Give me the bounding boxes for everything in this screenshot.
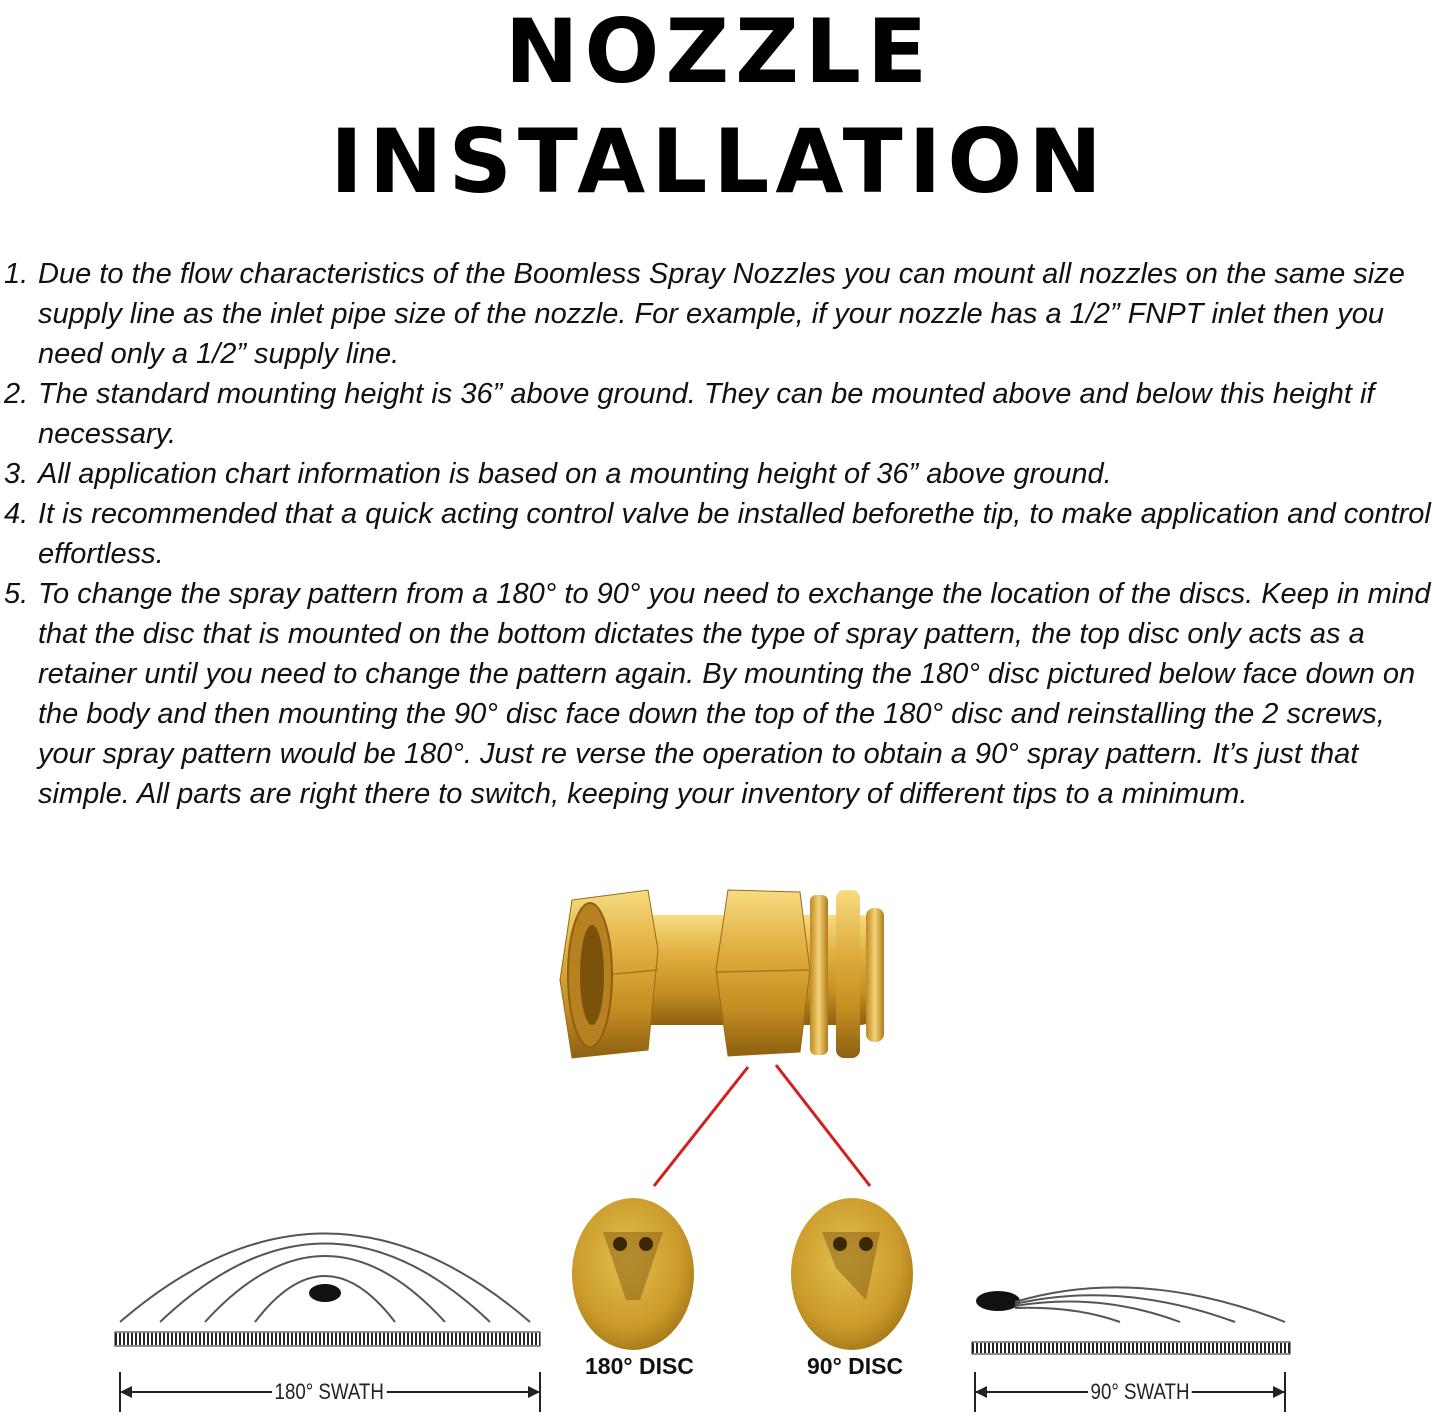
step-text: Due to the flow characteristics of the Boomless Spray Nozzles you can mount all nozzles on the same size supply line as the inlet pipe size of the nozzle. For example, if your nozzle has a 1/2” FNPT inlet then you need only a 1/2” supply line. xyxy=(38,258,1405,370)
page-title-line-2: INSTALLATION xyxy=(330,110,1108,213)
connector-line-right xyxy=(776,1065,870,1186)
step-item xyxy=(0,574,1436,814)
swath-180-label: 180° SWATH xyxy=(272,1379,386,1405)
step-item xyxy=(0,254,1436,374)
step-text: It is recommended that a quick acting control valve be installed beforethe tip, to make application and control effortless. xyxy=(38,498,1431,570)
brass-nozzle-icon xyxy=(560,890,884,1058)
step-text: All application chart information is based on a mounting height of 36” above ground. xyxy=(38,458,1112,490)
step-item xyxy=(0,454,1436,494)
step-text: The standard mounting height is 36” above ground. They can be mounted above and below this height if necessary. xyxy=(38,378,1375,450)
nozzle-diagram xyxy=(0,860,1438,1421)
step-number: 3. xyxy=(4,458,29,490)
step-item xyxy=(0,494,1436,574)
step-text: To change the spray pattern from a 180° to 90° you need to exchange the location of the discs. Keep in mind that the disc that is mounted on the bottom dictates the type of spray pattern, the top disc only acts as a retainer until you need to change the pattern again. By mounting the 180° disc pictured below face down on the body and then mounting the 90° disc face down the top of the 180° disc and reinstalling the 2 screws, your spray pattern would be 180°. Just re verse the operation to obtain a 90° spray pattern. It’s just that simple. All parts are right there to switch, keeping your inventory of different tips to a minimum. xyxy=(38,578,1431,810)
step-number: 5. xyxy=(4,578,29,610)
step-number: 4. xyxy=(4,498,29,530)
step-item xyxy=(0,374,1436,454)
connector-line-left xyxy=(654,1067,748,1186)
step-number: 2. xyxy=(4,378,29,410)
disc-90-icon xyxy=(791,1198,913,1350)
step-number: 1. xyxy=(4,258,29,290)
nozzle-diagram-graphic xyxy=(0,860,1438,1421)
swath-90-label: 90° SWATH xyxy=(1088,1379,1192,1405)
disc-90-label: 90° DISC xyxy=(807,1353,904,1379)
page-title-line-1: NOZZLE xyxy=(504,0,934,103)
disc-180-label: 180° DISC xyxy=(585,1353,694,1379)
disc-180-icon xyxy=(572,1198,694,1350)
installation-steps xyxy=(0,254,1436,814)
